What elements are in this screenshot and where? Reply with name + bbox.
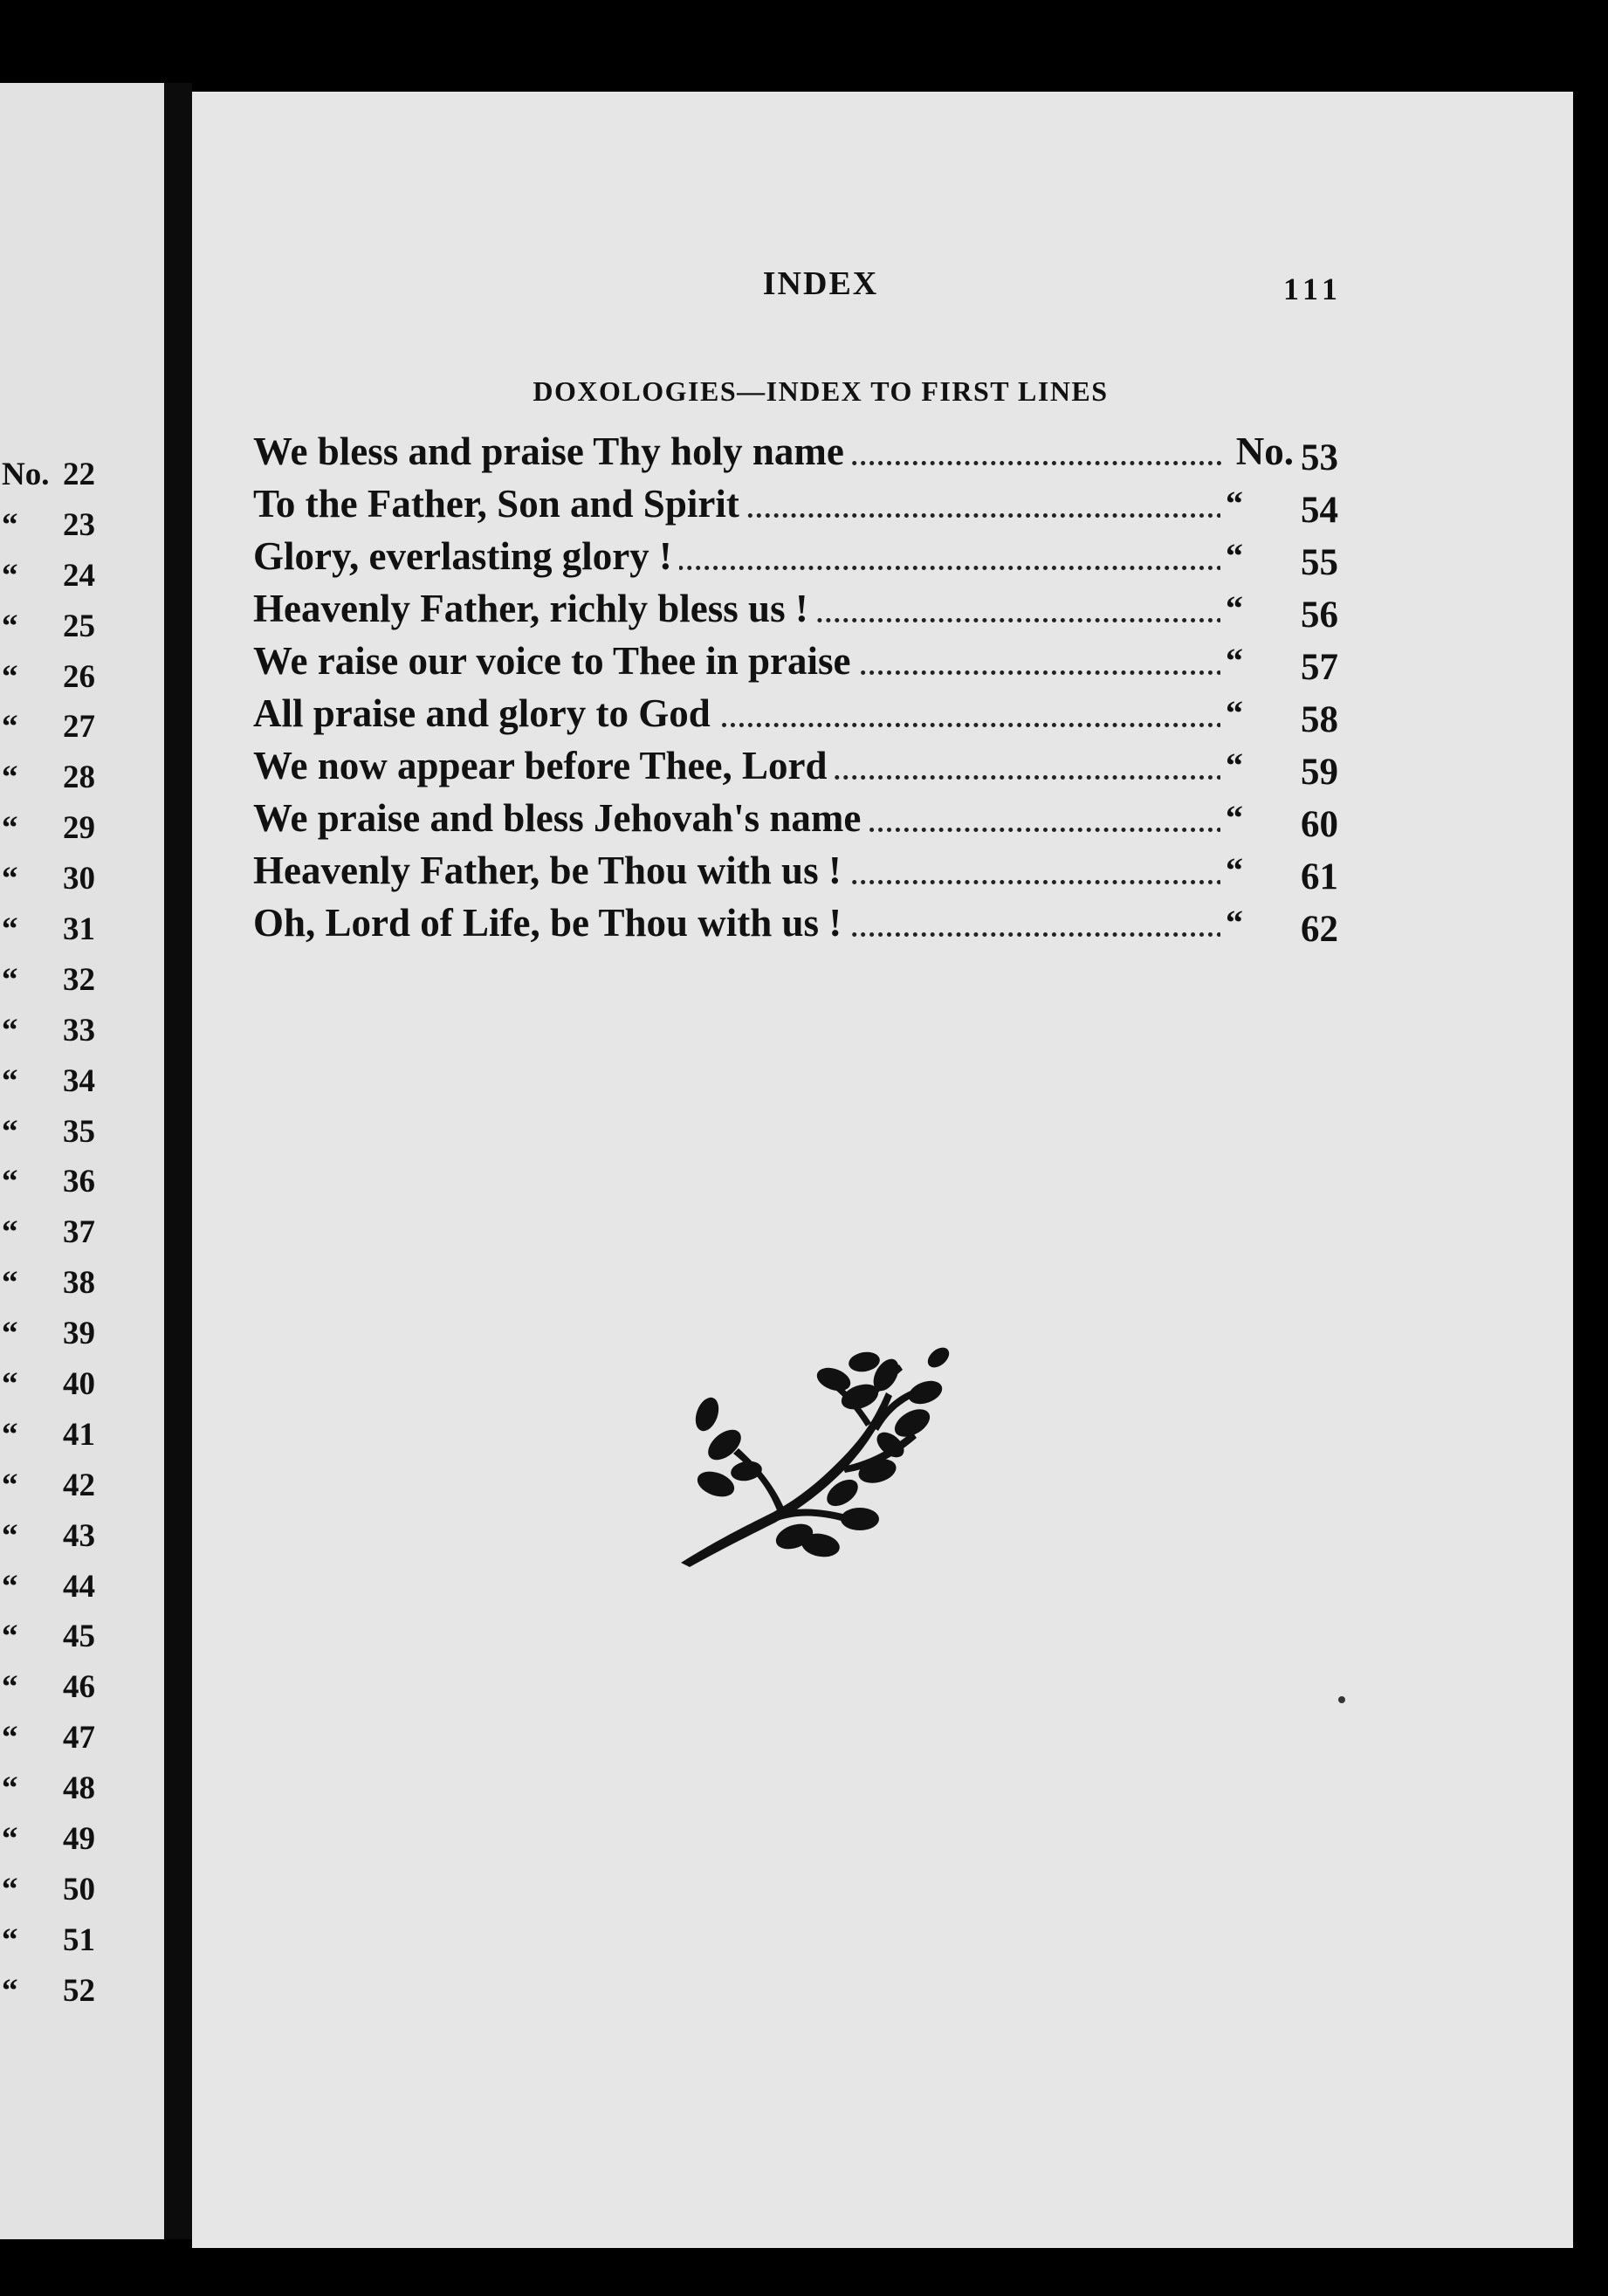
index-entry — [253, 739, 1353, 792]
hymn-number: 53 — [1301, 437, 1338, 478]
facing-page-ditto: “ — [2, 1619, 18, 1655]
facing-page-number: 48 — [63, 1770, 95, 1807]
hymn-number: 56 — [1301, 595, 1338, 635]
facing-page-entry — [0, 803, 157, 854]
facing-page-entry — [0, 854, 157, 904]
ditto-mark: “ — [1220, 687, 1282, 739]
facing-page-number: 51 — [63, 1921, 95, 1958]
facing-page-ditto: “ — [2, 961, 18, 998]
facing-page-entry — [0, 1915, 157, 1966]
first-line-text: We raise our voice to Thee in praise — [253, 639, 858, 683]
facing-page-number: 24 — [63, 557, 95, 594]
facing-page-ditto: “ — [2, 1113, 18, 1150]
facing-page-ditto: “ — [2, 760, 18, 796]
facing-page-ditto: “ — [2, 1467, 18, 1503]
ditto-mark: “ — [1220, 582, 1282, 635]
facing-page-ditto: “ — [2, 1921, 18, 1958]
facing-page-number: 36 — [63, 1164, 95, 1200]
first-lines-index — [253, 425, 1353, 949]
facing-page-entry — [0, 702, 157, 753]
index-entry — [253, 792, 1353, 844]
facing-page-number: 25 — [63, 608, 95, 644]
facing-page-number: 33 — [63, 1012, 95, 1048]
facing-page-entry — [0, 1410, 157, 1461]
facing-page-number: 46 — [63, 1669, 95, 1706]
ditto-mark: “ — [1220, 897, 1282, 949]
first-line-text: We now appear before Thee, Lord — [253, 744, 835, 787]
facing-page-number: 40 — [63, 1366, 95, 1403]
facing-page-entry — [0, 1359, 157, 1410]
first-line-text: Oh, Lord of Life, be Thou with us ! — [253, 901, 849, 945]
hymn-number: 58 — [1301, 699, 1338, 739]
facing-page-ditto: “ — [2, 506, 18, 543]
facing-page-ditto: “ — [2, 1669, 18, 1706]
ditto-mark: “ — [1220, 478, 1282, 530]
facing-page-number: 23 — [63, 506, 95, 543]
facing-page-entry — [0, 1107, 157, 1158]
facing-page-entry — [0, 500, 157, 551]
facing-page-entry — [0, 1207, 157, 1258]
facing-page-number: 35 — [63, 1113, 95, 1150]
facing-page-ditto: “ — [2, 1416, 18, 1453]
ditto-mark: “ — [1220, 844, 1282, 897]
facing-page-number: 39 — [63, 1316, 95, 1352]
facing-page-ditto: “ — [2, 1366, 18, 1403]
facing-page-ditto: “ — [2, 911, 18, 948]
facing-page-ditto: “ — [2, 861, 18, 897]
hymn-number: 60 — [1301, 804, 1338, 844]
facing-page-number: 28 — [63, 760, 95, 796]
first-line-text: Glory, everlasting glory ! — [253, 534, 679, 578]
facing-page-ditto: “ — [2, 1164, 18, 1200]
book-gutter — [164, 83, 192, 2239]
facing-page-number: 42 — [63, 1467, 95, 1503]
facing-page-entry — [0, 753, 157, 803]
facing-page-number: 27 — [63, 709, 95, 746]
facing-page-entry — [0, 1966, 157, 2017]
index-entry — [253, 478, 1353, 530]
index-entry — [253, 582, 1353, 635]
facing-page-entry — [0, 1258, 157, 1309]
index-page — [192, 92, 1573, 2248]
facing-page-number: 26 — [63, 658, 95, 695]
facing-page-entry — [0, 1056, 157, 1107]
facing-page-entry — [0, 904, 157, 955]
index-entry — [253, 635, 1353, 687]
facing-page-ditto: “ — [2, 658, 18, 695]
facing-page-ditto: “ — [2, 1871, 18, 1908]
first-line-text: Heavenly Father, be Thou with us ! — [253, 849, 849, 892]
facing-page-entry — [0, 652, 157, 703]
facing-page-entry — [0, 601, 157, 652]
facing-page-number: 41 — [63, 1416, 95, 1453]
hymn-number: 62 — [1301, 909, 1338, 949]
facing-page-ditto: “ — [2, 1821, 18, 1858]
facing-page-entry — [0, 1763, 157, 1814]
facing-page-number: 44 — [63, 1568, 95, 1605]
facing-page-number: 22 — [63, 457, 95, 492]
facing-page-ditto: “ — [2, 1316, 18, 1352]
facing-page-entry — [0, 1309, 157, 1359]
facing-page-ditto: “ — [2, 557, 18, 594]
ditto-mark: “ — [1220, 530, 1282, 582]
first-line-text: Heavenly Father, richly bless us ! — [253, 587, 815, 630]
facing-page-number: 29 — [63, 810, 95, 847]
facing-page-number: 50 — [63, 1871, 95, 1908]
index-entry — [253, 687, 1353, 739]
facing-page-number: 45 — [63, 1619, 95, 1655]
ditto-mark: “ — [1220, 739, 1282, 792]
first-line-text: To the Father, Son and Spirit — [253, 482, 746, 526]
facing-page-ditto: “ — [2, 608, 18, 644]
facing-page-number: 32 — [63, 961, 95, 998]
facing-page-entry — [0, 1814, 157, 1865]
running-head: INDEX — [762, 265, 879, 302]
first-line-text: We praise and bless Jehovah's name — [253, 796, 868, 840]
leafy-branch-icon — [663, 1340, 952, 1567]
facing-page-entry — [0, 1006, 157, 1056]
first-line-text: All praise and glory to God — [253, 691, 718, 735]
facing-page-entry — [0, 1157, 157, 1207]
facing-page-number: 30 — [63, 861, 95, 897]
facing-page-ditto: “ — [2, 1265, 18, 1302]
facing-page-entry — [0, 450, 157, 500]
index-entry — [253, 530, 1353, 582]
facing-page-number-column — [0, 450, 157, 2017]
facing-page-ditto: “ — [2, 1770, 18, 1807]
facing-page-ditto: No. — [2, 457, 50, 492]
facing-page-number: 47 — [63, 1720, 95, 1756]
facing-page-number: 34 — [63, 1062, 95, 1099]
facing-page-number: 49 — [63, 1821, 95, 1858]
facing-page-left — [0, 83, 164, 2239]
ditto-mark: “ — [1220, 792, 1282, 844]
facing-page-entry — [0, 1865, 157, 1915]
hymn-number: 59 — [1301, 752, 1338, 792]
facing-page-entry — [0, 1662, 157, 1713]
facing-page-number: 52 — [63, 1972, 95, 2009]
number-label: No. — [1233, 425, 1294, 478]
hymn-number: 55 — [1301, 542, 1338, 582]
paper-speck — [1338, 1696, 1345, 1703]
facing-page-entry — [0, 551, 157, 601]
hymn-number: 54 — [1301, 490, 1338, 530]
facing-page-number: 37 — [63, 1214, 95, 1251]
facing-page-ditto: “ — [2, 810, 18, 847]
section-title: DOXOLOGIES—INDEX TO FIRST LINES — [533, 375, 1109, 407]
facing-page-ditto: “ — [2, 709, 18, 746]
facing-page-entry — [0, 955, 157, 1006]
index-entry — [253, 844, 1353, 897]
facing-page-ditto: “ — [2, 1568, 18, 1605]
facing-page-ditto: “ — [2, 1517, 18, 1554]
facing-page-entry — [0, 1713, 157, 1763]
facing-page-number: 31 — [63, 911, 95, 948]
facing-page-ditto: “ — [2, 1214, 18, 1251]
facing-page-entry — [0, 1511, 157, 1562]
first-line-text: We bless and praise Thy holy name — [253, 430, 851, 473]
facing-page-ditto: “ — [2, 1720, 18, 1756]
facing-page-number: 43 — [63, 1517, 95, 1554]
index-entry — [253, 897, 1353, 949]
hymn-number: 57 — [1301, 647, 1338, 687]
facing-page-entry — [0, 1612, 157, 1662]
facing-page-ditto: “ — [2, 1012, 18, 1048]
page-number: 111 — [1283, 272, 1343, 306]
facing-page-entry — [0, 1461, 157, 1511]
facing-page-ditto: “ — [2, 1062, 18, 1099]
index-entry — [253, 425, 1353, 478]
facing-page-entry — [0, 1562, 157, 1612]
facing-page-ditto: “ — [2, 1972, 18, 2009]
ditto-mark: “ — [1220, 635, 1282, 687]
facing-page-number: 38 — [63, 1265, 95, 1302]
hymn-number: 61 — [1301, 856, 1338, 897]
